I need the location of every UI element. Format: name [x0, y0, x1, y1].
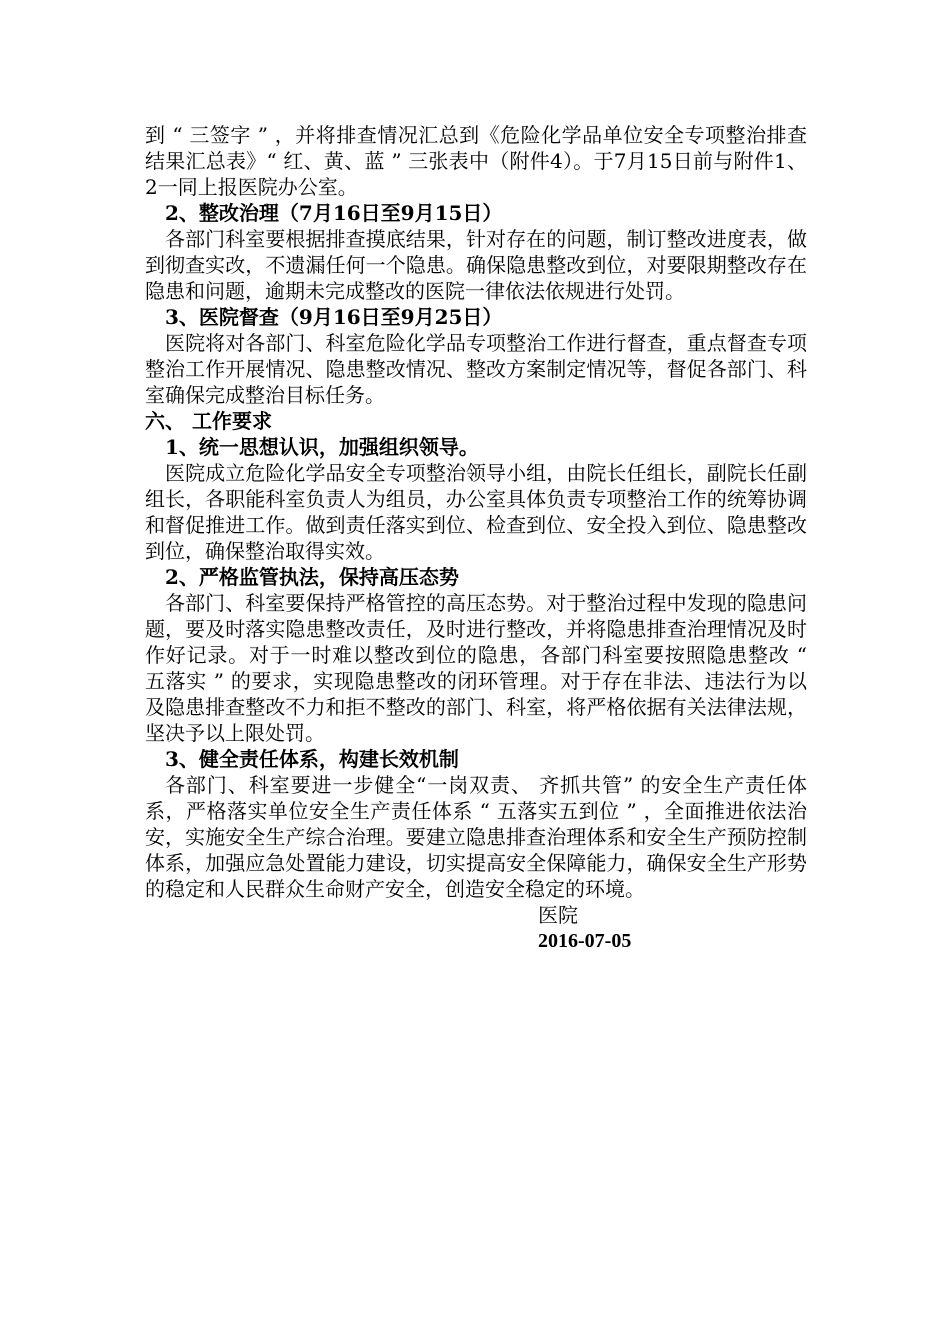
section-title-requirements: 六、 工作要求: [145, 409, 272, 433]
signature-org: 医院: [538, 903, 578, 927]
paragraph-intro: 到 “ 三签字 ” ，并将排查情况汇总到《危险化学品单位安全专项整治排查结果汇总表》“ 红、黄、蓝 ” 三张表中（附件4）。于7月15日前与附件1、2一同上报医院办公室。: [145, 123, 807, 199]
heading-requirement-3: 3、健全责任体系，构建长效机制: [165, 747, 459, 771]
paragraph-rectification: 各部门科室要根据排查摸底结果，针对存在的问题，制订整改进度表，做到彻查实改，不遗漏任何一个隐患。确保隐患整改到位，对要限期整改存在隐患和问题，逾期未完成整改的医院一律依法依规进行处罚。: [145, 227, 807, 303]
heading-requirement-2: 2、严格监管执法，保持高压态势: [165, 565, 459, 589]
signature-date: 2016-07-05: [538, 930, 632, 952]
paragraph-requirement-2: 各部门、科室要保持严格管控的高压态势。对于整治过程中发现的隐患问题，要及时落实隐患整改责任，及时进行整改，并将隐患排查治理情况及时作好记录。对于一时难以整改到位的隐患，各部门科室要按照隐患整改 “ 五落实 ” 的要求，实现隐患整改的闭环管理。对于存在非法、违法行为以及隐患排查整改不力和拒不整改的部门、科室，将严格依据有关法律法规，坚决予以上限处罚。: [145, 591, 807, 745]
document-body: [145, 122, 807, 954]
heading-requirement-1: 1、统一思想认识，加强组织领导。: [165, 435, 479, 459]
heading-rectification: 2、整改治理（7月16日至9月15日）: [165, 201, 503, 225]
paragraph-requirement-1: 医院成立危险化学品安全专项整治领导小组，由院长任组长，副院长任副组长，各职能科室负责人为组员，办公室具体负责专项整治工作的统筹协调和督促推进工作。做到责任落实到位、检查到位、安全投入到位、隐患整改到位，确保整治取得实效。: [145, 461, 807, 563]
paragraph-supervision: 医院将对各部门、科室危险化学品专项整治工作进行督查，重点督查专项整治工作开展情况、隐患整改情况、整改方案制定情况等，督促各部门、科室确保完成整治目标任务。: [145, 331, 807, 407]
heading-supervision: 3、医院督查（9月16日至9月25日）: [165, 305, 503, 329]
paragraph-requirement-3: 各部门、科室要进一步健全“一岗双责、 齐抓共管” 的安全生产责任体系，严格落实单位安全生产责任体系 “ 五落实五到位 ” ，全面推进依法治安，实施安全生产综合治理。要建立隐患排查治理体系和安全生产预防控制体系，加强应急处置能力建设，切实提高安全保障能力，确保安全生产形势的稳定和人民群众生命财产安全，创造安全稳定的环境。: [145, 773, 807, 901]
